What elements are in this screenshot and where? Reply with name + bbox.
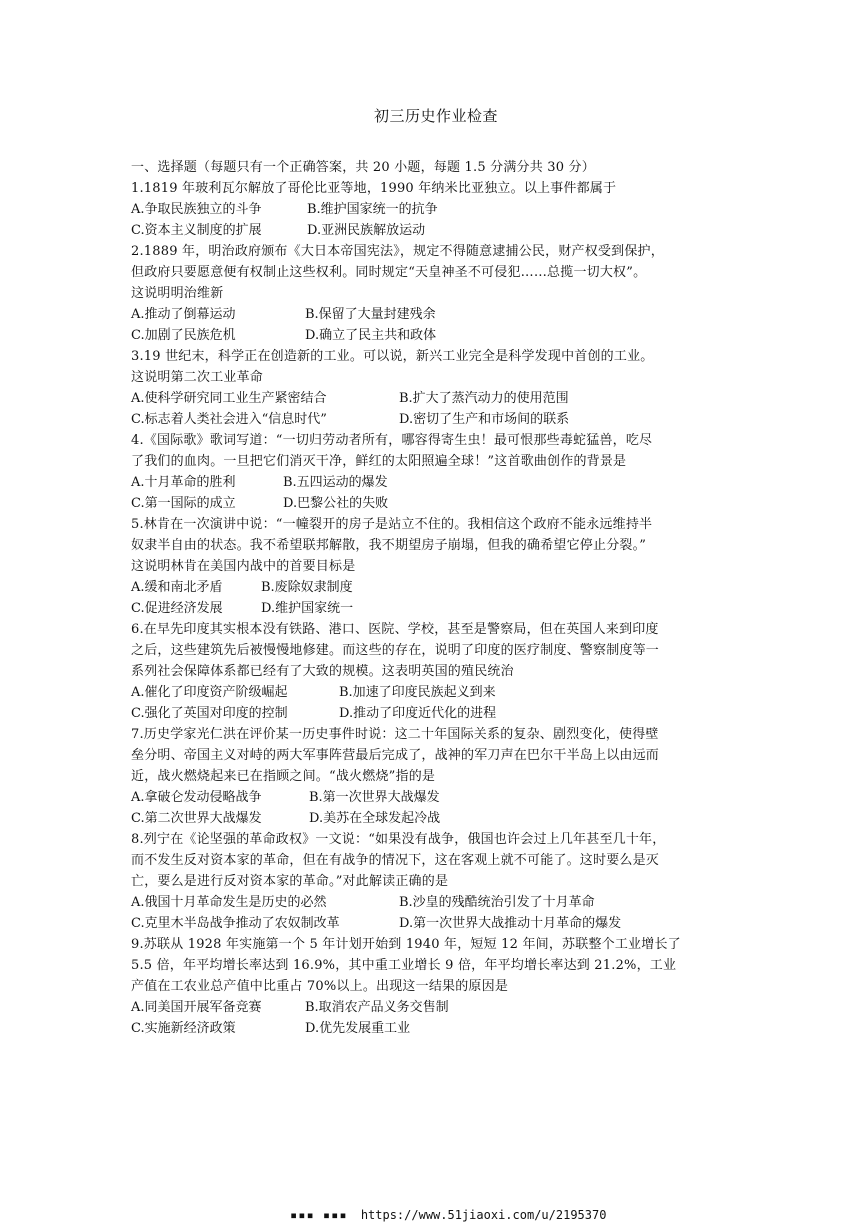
option-row <box>131 787 741 808</box>
option-row <box>131 703 741 724</box>
question-text-line: 垒分明、帝国主义对峙的两大军事阵营最后完成了，战神的军刀声在巴尔干半岛上以由远而 <box>131 748 660 763</box>
question-text-line: 3.19 世纪末，科学正在创造新的工业。可以说，新兴工业完全是科学发现中首创的工业。 <box>131 349 654 364</box>
question-7 <box>131 724 741 829</box>
footer-dots: ▪▪▪ ▪▪▪ <box>290 1208 348 1222</box>
question-text-line: 亡，要么是进行反对资本家的革命。”对此解读正确的是 <box>131 874 449 889</box>
footer-watermark <box>290 1208 606 1222</box>
question-text-line: 8.列宁在《论坚强的革命政权》一文说：“如果没有战争，俄国也许会过上几年甚至几十年， <box>131 832 666 847</box>
option-row <box>131 1018 741 1039</box>
answer-option: B.保留了大量封建残余 <box>305 307 436 322</box>
option-row <box>131 220 741 241</box>
answer-option: A.争取民族独立的斗争 <box>131 202 262 217</box>
question-text-line: 系列社会保障体系都已经有了大致的规模。这表明英国的殖民统治 <box>131 664 514 679</box>
answer-option: A.拿破仑发动侵略战争 <box>131 790 262 805</box>
answer-option: C.第一国际的成立 <box>131 496 236 511</box>
question-1 <box>131 178 741 241</box>
question-3 <box>131 346 741 430</box>
question-text-line: 而不发生反对资本家的革命，但在有战争的情况下，这在客观上就不可能了。这时要么是灭 <box>131 853 660 868</box>
answer-option: B.第一次世界大战爆发 <box>309 790 440 805</box>
answer-option: C.第二次世界大战爆发 <box>131 811 262 826</box>
question-9 <box>131 934 741 1039</box>
question-text-line: 4.《国际歌》歌词写道：“一切归劳动者所有，哪容得寄生虫！最可恨那些毒蛇猛兽，吃尽 <box>131 433 653 448</box>
option-row <box>131 199 741 220</box>
answer-option: D.美苏在全球发起冷战 <box>309 811 441 826</box>
answer-option: C.实施新经济政策 <box>131 1021 236 1036</box>
answer-option: D.巴黎公社的失败 <box>283 496 389 511</box>
answer-option: B.扩大了蒸汽动力的使用范围 <box>399 391 569 406</box>
answer-option: C.加剧了民族危机 <box>131 328 236 343</box>
question-text-line: 6.在早先印度其实根本没有铁路、港口、医院、学校，甚至是警察局，但在英国人来到印度 <box>131 622 659 637</box>
answer-option: B.维护国家统一的抗争 <box>307 202 438 217</box>
answer-option: D.第一次世界大战推动十月革命的爆发 <box>399 916 622 931</box>
option-row <box>131 409 741 430</box>
question-text-line: 9.苏联从 1928 年实施第一个 5 年计划开始到 1940 年，短短 12 年间，苏联整个工业增长了 <box>131 937 681 952</box>
option-row <box>131 493 741 514</box>
question-text-line: 1.1819 年玻利瓦尔解放了哥伦比亚等地，1990 年纳米比亚独立。以上事件都属于 <box>131 181 617 196</box>
answer-option: C.标志着人类社会进入“信息时代” <box>131 412 327 427</box>
answer-option: D.密切了生产和市场间的联系 <box>399 412 570 427</box>
question-4 <box>131 430 741 514</box>
option-row <box>131 304 741 325</box>
answer-option: A.推动了倒幕运动 <box>131 307 236 322</box>
answer-option: C.强化了英国对印度的控制 <box>131 706 288 721</box>
question-text-line: 这说明明治维新 <box>131 286 224 301</box>
option-row <box>131 808 741 829</box>
section-heading: 一、选择题（每题只有一个正确答案，共 20 小题，每题 1.5 分满分共 30 分） <box>131 160 595 175</box>
question-text-line: 产值在工农业总产值中比重占 70%以上。出现这一结果的原因是 <box>131 979 509 994</box>
answer-option: A.催化了印度资产阶级崛起 <box>131 685 288 700</box>
question-list <box>131 178 741 1039</box>
answer-option: D.确立了民主共和政体 <box>305 328 437 343</box>
answer-option: A.使科学研究同工业生产紧密结合 <box>131 391 327 406</box>
answer-option: D.亚洲民族解放运动 <box>307 223 426 238</box>
page-title: 初三历史作业检查 <box>373 107 498 125</box>
question-5 <box>131 514 741 619</box>
answer-option: D.推动了印度近代化的进程 <box>339 706 497 721</box>
answer-option: A.俄国十月革命发生是历史的必然 <box>131 895 327 910</box>
question-text-line: 近，战火燃烧起来已在指顾之间。“战火燃烧”指的是 <box>131 769 436 784</box>
answer-option: A.十月革命的胜利 <box>131 475 236 490</box>
question-text-line: 之后，这些建筑先后被慢慢地修建。而这些的存在，说明了印度的医疗制度、警察制度等一 <box>131 643 660 658</box>
question-6 <box>131 619 741 724</box>
option-row <box>131 892 741 913</box>
answer-option: B.取消农产品义务交售制 <box>305 1000 449 1015</box>
question-text-line: 奴隶半自由的状态。我不希望联邦解散，我不期望房子崩塌，但我的确希望它停止分裂。” <box>131 538 647 553</box>
question-2 <box>131 241 741 346</box>
answer-option: D.优先发展重工业 <box>305 1021 411 1036</box>
question-text-line: 7.历史学家光仁洪在评价某一历史事件时说：这二十年国际关系的复杂、剧烈变化，使得壁 <box>131 727 659 742</box>
question-text-line: 5.5 倍，年平均增长率达到 16.9%，其中重工业增长 9 倍，年平均增长率达到 21.2%，工业 <box>131 958 677 973</box>
answer-option: C.促进经济发展 <box>131 601 223 616</box>
question-text-line: 这说明林肯在美国内战中的首要目标是 <box>131 559 356 574</box>
option-row <box>131 472 741 493</box>
answer-option: C.资本主义制度的扩展 <box>131 223 262 238</box>
answer-option: A.缓和南北矛盾 <box>131 580 223 595</box>
answer-option: D.维护国家统一 <box>261 601 354 616</box>
answer-option: A.同美国开展军备竞赛 <box>131 1000 262 1015</box>
answer-option: B.加速了印度民族起义到来 <box>339 685 496 700</box>
option-row <box>131 325 741 346</box>
footer-url: https://www.51jiaoxi.com/u/2195370 <box>360 1208 607 1222</box>
worksheet <box>131 105 741 1039</box>
option-row <box>131 598 741 619</box>
question-text-line: 了我们的血肉。一旦把它们消灭干净，鲜红的太阳照遍全球！”这首歌曲创作的背景是 <box>131 454 627 469</box>
answer-option: B.沙皇的残酷统治引发了十月革命 <box>399 895 595 910</box>
answer-option: B.废除奴隶制度 <box>261 580 353 595</box>
question-text-line: 5.林肯在一次演讲中说：“一幢裂开的房子是站立不住的。我相信这个政府不能永远维持半 <box>131 517 653 532</box>
question-text-line: 这说明第二次工业革命 <box>131 370 264 385</box>
option-row <box>131 577 741 598</box>
answer-option: B.五四运动的爆发 <box>283 475 388 490</box>
question-text-line: 2.1889 年，明治政府颁布《大日本帝国宪法》，规定不得随意逮捕公民，财产权受到保护， <box>131 244 664 259</box>
option-row <box>131 388 741 409</box>
question-8 <box>131 829 741 934</box>
option-row <box>131 913 741 934</box>
answer-option: C.克里木半岛战争推动了农奴制改革 <box>131 916 340 931</box>
option-row <box>131 682 741 703</box>
option-row <box>131 997 741 1018</box>
question-text-line: 但政府只要愿意便有权制止这些权利。同时规定“天皇神圣不可侵犯……总揽一切大权”。 <box>131 265 647 280</box>
